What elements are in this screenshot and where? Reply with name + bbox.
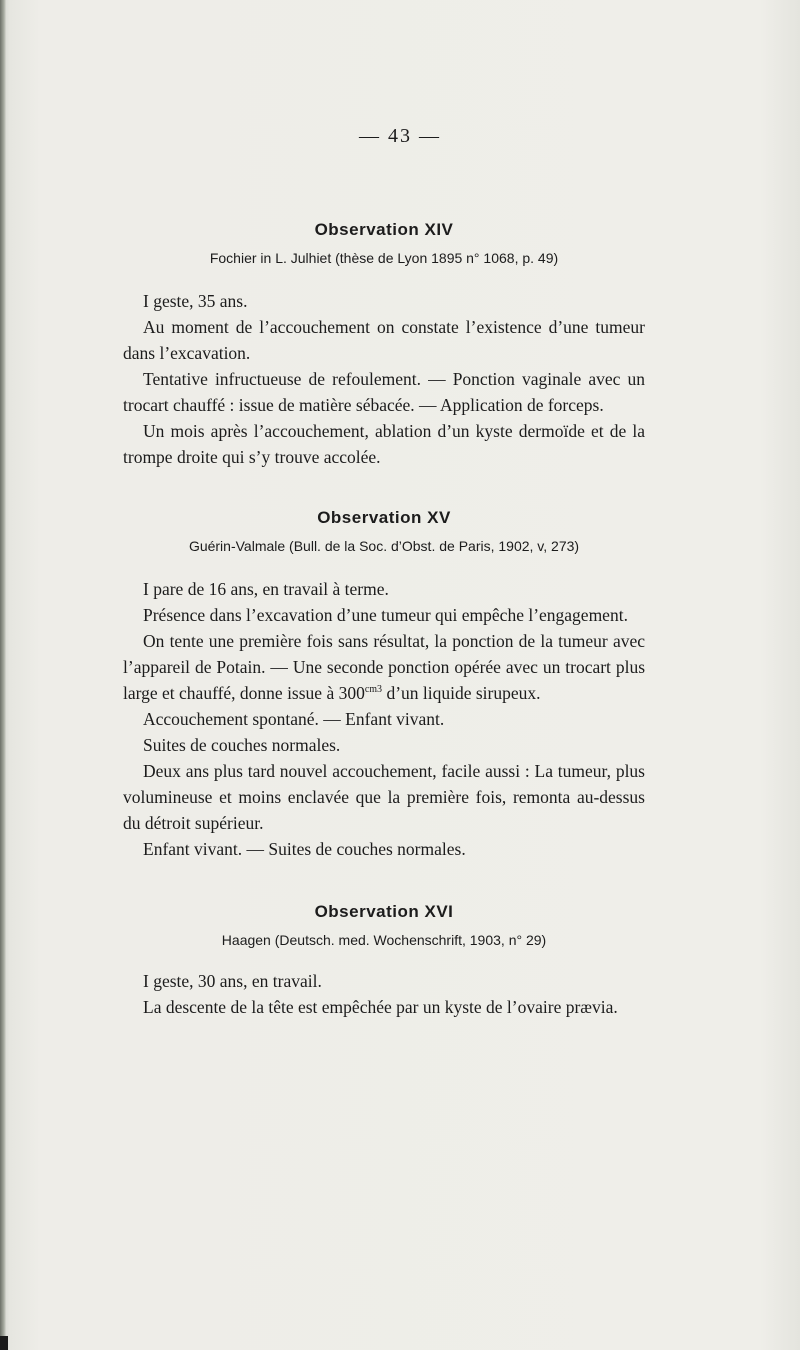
paragraph <box>123 628 645 706</box>
paragraph: Tentative infructueuse de refoulement. — Ponction vaginale avec un trocart chauffé : issue de matière sébacée. — Application de forceps. <box>123 369 645 415</box>
observation-title: Observation XVI <box>314 902 454 921</box>
paragraph: La descente de la tête est empêchée par un kyste de l’ovaire prævia. <box>143 997 618 1017</box>
paragraph-text: On tente une première fois sans résultat, la ponction de la tumeur avec l’appareil de Potain. — Une seconde ponction opérée avec un trocart plus large et chauffé, donne issue à 300 <box>123 631 645 703</box>
page-body <box>123 220 645 1020</box>
paragraph: Deux ans plus tard nouvel accouchement, facile aussi : La tumeur, plus volumineuse et moins enclavée que la première fois, remonta au-dessus du détroit supérieur. <box>123 761 645 833</box>
observation-title: Observation XV <box>317 508 451 527</box>
observation-title: Observation XIV <box>314 220 454 239</box>
paragraph-text-tail: d’un liquide sirupeux. <box>382 683 541 703</box>
observation-source: Guérin-Valmale (Bull. de la Soc. d’Obst. de Paris, 1902, v, 273) <box>188 538 580 554</box>
paragraph: I geste, 35 ans. <box>143 291 248 311</box>
observation-xvi <box>123 902 645 1020</box>
unit-superscript: cm3 <box>364 684 383 696</box>
paragraph: I geste, 30 ans, en travail. <box>143 971 322 991</box>
binding-mark <box>0 1336 8 1350</box>
observation-source: Haagen (Deutsch. med. Wochenschrift, 1903, n° 29) <box>221 932 547 948</box>
observation-xiv <box>123 220 645 470</box>
paragraph: Présence dans l’excavation d’une tumeur qui empêche l’engagement. <box>143 605 628 625</box>
paragraph: Un mois après l’accouchement, ablation d’un kyste dermoïde et de la trompe droite qui s’y trouve accolée. <box>123 421 645 467</box>
paragraph: I pare de 16 ans, en travail à terme. <box>143 579 389 599</box>
paragraph: Accouchement spontané. — Enfant vivant. <box>143 709 445 729</box>
paragraph: Suites de couches normales. <box>143 735 341 755</box>
binding-edge <box>0 0 6 1350</box>
paragraph: Au moment de l’accouchement on constate l’existence d’une tumeur dans l’excavation. <box>123 317 645 363</box>
page-number: — 43 — <box>359 125 441 147</box>
paragraph: Enfant vivant. — Suites de couches normales. <box>143 839 466 859</box>
observation-xv <box>123 508 645 862</box>
observation-source: Fochier in L. Julhiet (thèse de Lyon 1895 n° 1068, p. 49) <box>209 250 559 266</box>
